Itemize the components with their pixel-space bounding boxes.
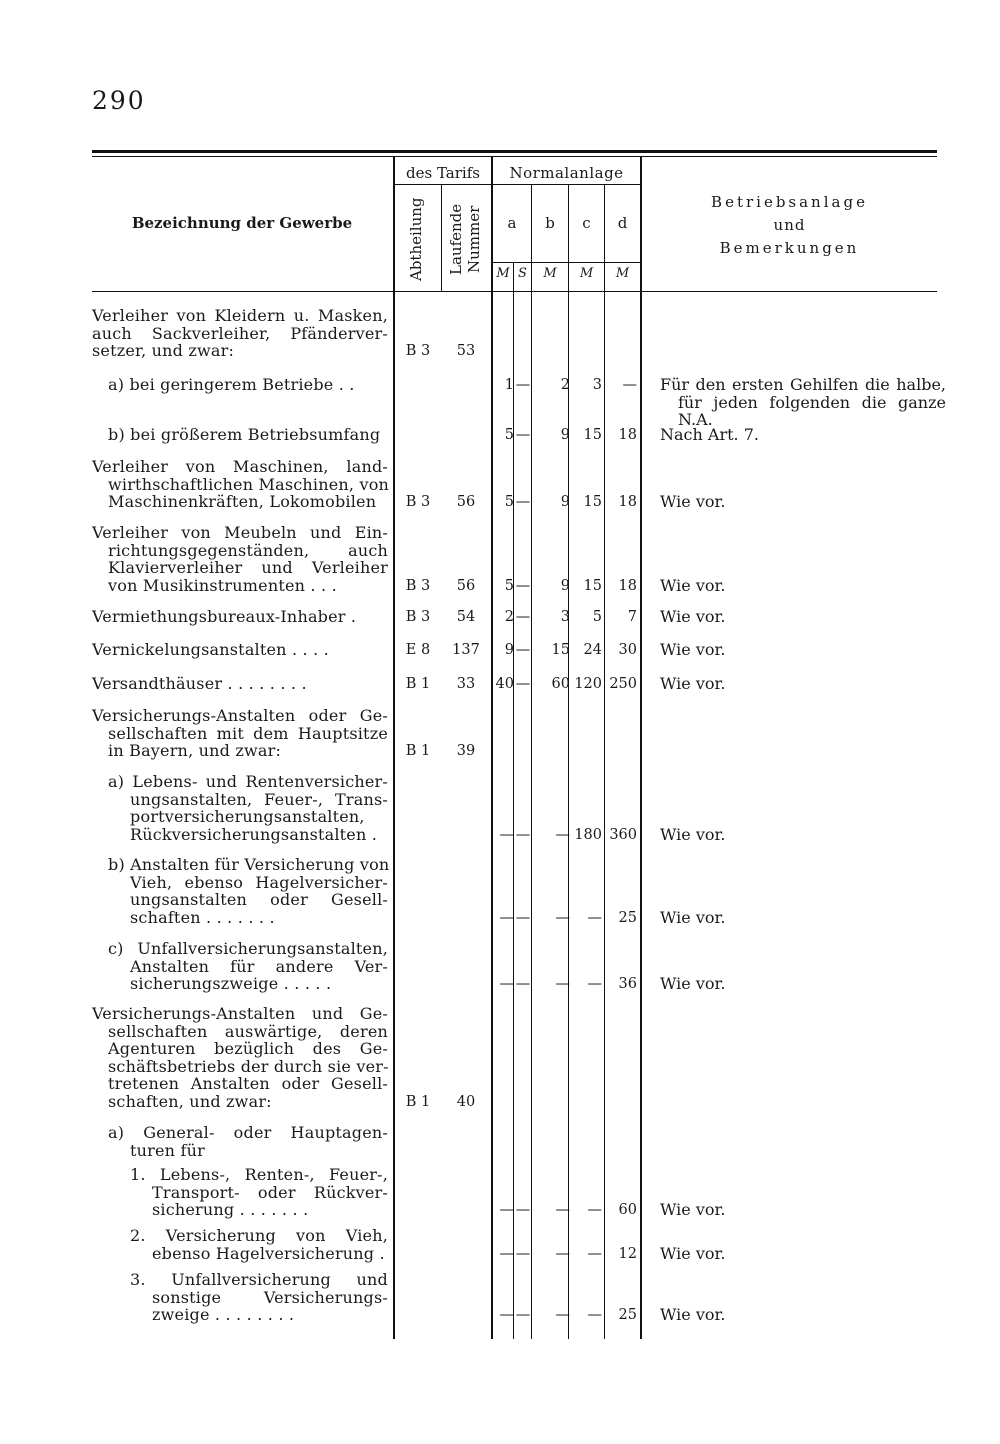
trade-name-line: 2. Versicherung von Vieh,	[130, 1226, 388, 1245]
remark-line: Wie vor.	[660, 575, 726, 595]
value-a-cell: 9	[504, 642, 514, 658]
trade-name	[92, 524, 388, 594]
header-normalanlage: Normalanlage	[509, 164, 624, 182]
header-betrieb-1: Betriebsanlage	[711, 193, 868, 211]
trade-name	[130, 1166, 388, 1219]
top-rule-thick	[92, 150, 937, 153]
value-d-cell: 360	[609, 826, 637, 843]
trade-name-line: Anstalten für andere Ver-	[130, 956, 388, 976]
abteilung-cell: B 1	[405, 743, 431, 759]
remark	[660, 577, 946, 595]
value-pf-cell: —	[515, 1245, 531, 1262]
value-pf-cell: —	[515, 609, 531, 625]
value-d-cell: 18	[618, 577, 637, 594]
trade-name	[108, 426, 388, 444]
value-b-cell: —	[555, 1202, 570, 1218]
header-bottom-rule	[92, 291, 937, 292]
number-cell: 137	[452, 642, 480, 658]
page-number: 290	[92, 86, 146, 115]
trade-name-line: 1. Lebens-, Renten-, Feuer-,	[130, 1165, 388, 1184]
value-b-cell: 15	[551, 642, 570, 658]
value-d-cell: 18	[618, 427, 637, 443]
value-a-cell: —	[499, 826, 514, 843]
value-b-cell: 9	[560, 577, 570, 594]
trade-name-line: Transport- oder Rückver-	[152, 1182, 388, 1202]
value-a-cell: 5	[504, 427, 514, 443]
value-c-cell: 5	[592, 609, 602, 625]
abteilung-cell: B 3	[405, 343, 431, 359]
trade-name-line: Versicherungs-Anstalten oder Ge-	[92, 706, 388, 725]
trade-name-line: ungsanstalten, Feuer-, Trans-	[130, 789, 388, 809]
value-pf-cell: —	[515, 676, 531, 692]
trade-name-line: Verleiher von Meubeln und Ein-	[92, 523, 388, 542]
trade-name	[130, 1271, 388, 1324]
trade-name-line: Verleiher von Kleidern u. Masken,	[92, 306, 388, 325]
normal-unit-rule	[492, 262, 642, 263]
col-rule-name	[393, 157, 395, 1339]
header-unit-pf: S	[518, 266, 527, 281]
trade-name-line: Klavierverleiher und Verleiher	[108, 558, 388, 577]
value-b-cell: 60	[551, 676, 570, 692]
trade-name	[130, 1227, 388, 1262]
value-c-cell: 24	[583, 642, 602, 658]
trade-name-line: sicherungszweige . . . . .	[130, 974, 332, 993]
value-c-cell: —	[587, 1202, 602, 1218]
trade-name	[92, 641, 388, 659]
trade-name-line: turen für	[130, 1140, 205, 1160]
value-b-cell: —	[555, 1245, 570, 1262]
header-unit-a: M	[496, 266, 510, 281]
trade-name-line: portversicherungsanstalten,	[130, 807, 365, 826]
value-d-cell: 12	[618, 1245, 637, 1262]
remark-line: Wie vor.	[660, 674, 726, 693]
value-d-cell: 30	[618, 642, 637, 658]
trade-name-line: wirthschaftlichen Maschinen, von	[108, 474, 390, 494]
trade-name-line: Versicherungs-Anstalten und Ge-	[92, 1004, 388, 1023]
header-betrieb-3: Bemerkungen	[719, 239, 860, 257]
value-d-cell: —	[622, 377, 637, 393]
value-d-cell: 25	[618, 1307, 637, 1323]
value-pf-cell: —	[515, 377, 531, 393]
value-c-cell: 3	[592, 377, 602, 393]
trade-name-line: ebenso Hagelversicherung .	[152, 1243, 385, 1263]
col-rule-d	[640, 157, 642, 1339]
header-nummer: Nummer	[465, 205, 483, 273]
remark-line: Wie vor.	[660, 1305, 726, 1324]
header-unit-b: M	[543, 266, 557, 281]
value-c-cell: 15	[583, 427, 602, 443]
trade-name-line: a) General- oder Hauptagen-	[108, 1123, 388, 1142]
value-b-cell: —	[555, 826, 570, 843]
remark	[660, 1245, 946, 1263]
value-b-cell: 2	[560, 377, 570, 393]
value-a-cell: 5	[504, 577, 514, 594]
remark	[660, 1306, 946, 1324]
header-unit-d: M	[615, 266, 630, 281]
value-a-cell: —	[499, 1307, 514, 1323]
trade-name-line: in Bayern, und zwar:	[108, 741, 282, 760]
remark	[660, 1201, 946, 1219]
abteilung-cell: B 3	[405, 609, 431, 625]
value-a-cell: —	[499, 976, 514, 992]
remark	[660, 608, 946, 626]
trade-name-line: von Musikinstrumenten . . .	[108, 575, 337, 595]
value-d-cell: 36	[618, 976, 637, 992]
remark-line: für jeden folgenden die ganze	[678, 392, 946, 412]
tarif-group-underline	[393, 184, 492, 185]
trade-name	[108, 376, 388, 394]
trade-name	[108, 773, 388, 843]
remark	[660, 641, 946, 659]
value-a-cell: 2	[504, 609, 514, 625]
value-pf-cell: —	[515, 642, 531, 658]
trade-name-line: c) Unfallversicherungsanstalten,	[108, 939, 388, 958]
header-abtheilung: Abtheilung	[407, 197, 425, 281]
value-b-cell: —	[555, 1307, 570, 1323]
trade-name-line: Maschinenkräften, Lokomobilen	[108, 492, 377, 511]
trade-name-line: setzer, und zwar:	[92, 341, 235, 360]
header-col-a: a	[507, 214, 517, 232]
number-cell: 53	[456, 343, 476, 359]
number-cell: 54	[456, 609, 476, 625]
value-b-cell: 9	[560, 427, 570, 443]
value-d-cell: 7	[627, 609, 637, 625]
remark-line: Nach Art. 7.	[660, 425, 759, 444]
trade-name	[108, 940, 388, 993]
remark-line: Wie vor.	[660, 824, 726, 844]
abteilung-cell: E 8	[405, 642, 431, 658]
abteilung-cell: B 3	[405, 577, 431, 594]
abteilung-cell: B 3	[405, 494, 431, 510]
value-b-cell: 9	[560, 494, 570, 510]
col-rule-a	[531, 185, 532, 1339]
trade-name-line: b) bei größerem Betriebsumfang	[108, 425, 381, 444]
remark-line: Für den ersten Gehilfen die halbe,	[660, 375, 946, 394]
value-pf-cell: —	[515, 1202, 531, 1218]
trade-name-line: schaften, und zwar:	[108, 1091, 272, 1111]
remark	[660, 826, 946, 844]
trade-name	[92, 707, 388, 760]
value-c-cell: 120	[574, 676, 602, 692]
number-cell: 33	[456, 676, 476, 692]
remark	[660, 675, 946, 693]
header-tarif: des Tarifs	[406, 164, 480, 182]
value-pf-cell: —	[515, 909, 531, 926]
trade-name-line: b) Anstalten für Versicherung von	[108, 855, 390, 874]
trade-name-line: 3. Unfallversicherung und	[130, 1270, 388, 1289]
value-a-cell: —	[499, 1245, 514, 1262]
trade-name-line: schaften . . . . . . .	[130, 907, 275, 927]
trade-name-line: Verleiher von Maschinen, land-	[92, 457, 388, 476]
trade-name-line: sicherung . . . . . . .	[152, 1200, 309, 1219]
remark	[660, 376, 946, 429]
trade-name-line: ungsanstalten oder Gesell-	[130, 890, 388, 909]
trade-name	[92, 1005, 388, 1110]
header-col-b: b	[545, 214, 555, 232]
trade-name-line: tretenen Anstalten oder Gesell-	[108, 1074, 388, 1093]
trade-name-line: richtungsgegenständen, auch	[108, 540, 388, 560]
header-col-d: d	[617, 214, 628, 232]
trade-name-line: a) bei geringerem Betriebe . .	[108, 375, 355, 394]
col-rule-tarif	[491, 157, 493, 1339]
value-pf-cell: —	[515, 826, 531, 843]
col-rule-b	[568, 185, 569, 1339]
trade-name	[92, 675, 388, 693]
remark	[660, 493, 946, 511]
value-pf-cell: —	[515, 1307, 531, 1323]
trade-name-line: a) Lebens- und Rentenversicher-	[108, 772, 388, 791]
trade-name-line: schäftsbetriebs der durch sie ver-	[108, 1056, 389, 1076]
header-name: Bezeichnung der Gewerbe	[131, 214, 353, 232]
value-a-cell: 40	[495, 676, 514, 692]
trade-name	[92, 608, 388, 626]
value-b-cell: —	[555, 909, 570, 926]
value-a-cell: 1	[504, 377, 514, 393]
value-a-cell: —	[499, 1202, 514, 1218]
value-c-cell: —	[587, 1307, 602, 1323]
normal-group-underline	[492, 184, 642, 185]
value-c-cell: —	[587, 909, 602, 926]
value-d-cell: 60	[618, 1202, 637, 1218]
header-laufende: Laufende	[447, 203, 465, 275]
value-d-cell: 25	[618, 909, 637, 926]
remark	[660, 975, 946, 993]
trade-name-line: sellschaften mit dem Hauptsitze	[108, 723, 388, 743]
col-rule-c	[604, 185, 605, 1339]
trade-name-line: sonstige Versicherungs-	[152, 1287, 388, 1307]
trade-name	[108, 1124, 388, 1159]
value-c-cell: —	[587, 976, 602, 992]
value-pf-cell: —	[515, 494, 531, 510]
trade-name	[108, 856, 388, 926]
col-rule-abt	[441, 185, 442, 291]
value-c-cell: 15	[583, 577, 602, 594]
trade-name-line: sellschaften auswärtige, deren	[108, 1021, 388, 1041]
trade-name-line: Vermiethungsbureaux-Inhaber .	[92, 607, 357, 626]
remark-line: Wie vor.	[660, 607, 726, 626]
value-b-cell: 3	[560, 609, 570, 625]
header-col-c: c	[582, 214, 591, 232]
number-cell: 40	[456, 1093, 476, 1110]
abteilung-cell: B 1	[405, 1093, 431, 1110]
col-rule-pf	[513, 263, 514, 1339]
trade-name	[92, 458, 388, 511]
value-pf-cell: —	[515, 976, 531, 992]
value-b-cell: —	[555, 976, 570, 992]
remark-line: Wie vor.	[660, 640, 726, 659]
abteilung-cell: B 1	[405, 676, 431, 692]
trade-name-line: Vernickelungsanstalten . . . .	[92, 640, 329, 659]
trade-name-line: Rückversicherungsanstalten .	[130, 824, 378, 844]
remark-line: Wie vor.	[660, 1243, 726, 1263]
remark-line: Wie vor.	[660, 1200, 726, 1219]
value-d-cell: 18	[618, 494, 637, 510]
remark	[660, 909, 946, 927]
value-d-cell: 250	[609, 676, 637, 692]
remark-line: Wie vor.	[660, 974, 726, 993]
value-c-cell: 15	[583, 494, 602, 510]
value-c-cell: —	[587, 1245, 602, 1262]
number-cell: 56	[456, 494, 476, 510]
top-rule-thin	[92, 156, 937, 157]
trade-name-line: zweige . . . . . . . .	[152, 1305, 295, 1324]
trade-name	[92, 307, 388, 360]
remark-line: Wie vor.	[660, 492, 726, 511]
value-pf-cell: —	[515, 427, 531, 443]
header-betrieb-2: und	[773, 216, 806, 234]
remark-line: Wie vor.	[660, 907, 726, 927]
value-c-cell: 180	[574, 826, 602, 843]
value-pf-cell: —	[515, 577, 531, 594]
number-cell: 39	[456, 743, 476, 759]
remark	[660, 426, 946, 444]
remark-line: N.A.	[678, 410, 713, 429]
header-unit-c: M	[579, 266, 594, 281]
trade-name-line: Versandthäuser . . . . . . . .	[92, 674, 307, 693]
value-a-cell: 5	[504, 494, 514, 510]
number-cell: 56	[456, 577, 476, 594]
trade-name-line: Agenturen bezüglich des Ge-	[108, 1039, 388, 1058]
value-a-cell: —	[499, 909, 514, 926]
trade-name-line: auch Sackverleiher, Pfänderver-	[92, 323, 388, 343]
trade-name-line: Vieh, ebenso Hagelversicher-	[130, 872, 388, 892]
